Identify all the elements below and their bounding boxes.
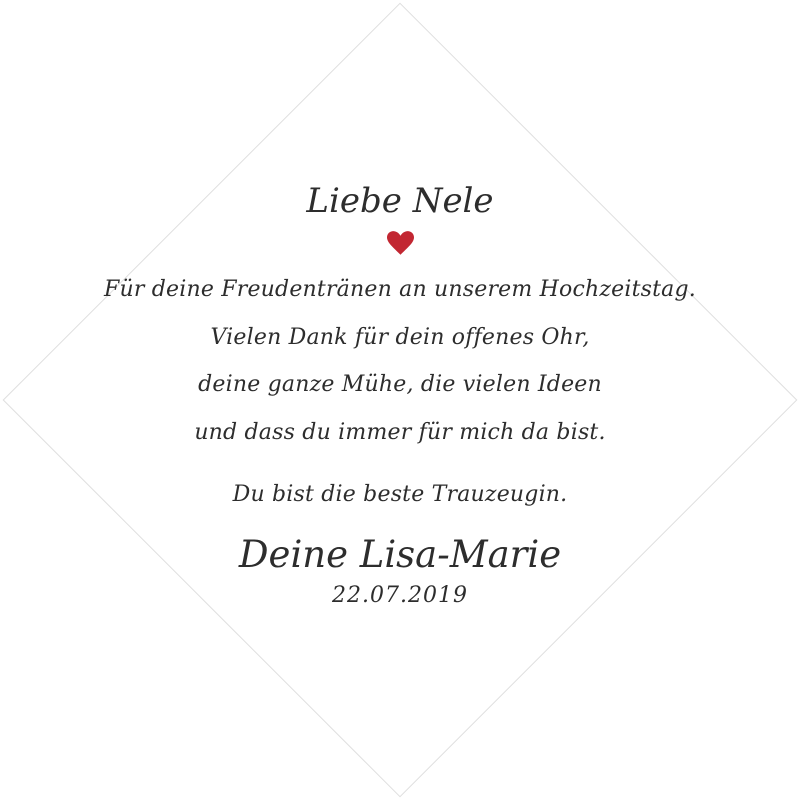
date-text: 22.07.2019 <box>332 583 468 608</box>
message-line: Für deine Freudentränen an unserem Hochzeitstag. <box>104 277 696 302</box>
heart-icon-shape <box>387 231 414 255</box>
signature-text: Deine Lisa-Marie <box>238 533 562 576</box>
greeting-text: Liebe Nele <box>306 181 494 221</box>
message-line: und dass du immer für mich da bist. <box>194 420 606 445</box>
closing-line: Du bist die beste Trauzeugin. <box>232 482 568 507</box>
heart-icon <box>0 231 800 256</box>
message-line: Vielen Dank für dein offenes Ohr, <box>210 325 590 350</box>
message-line: deine ganze Mühe, die vielen Ideen <box>198 372 602 397</box>
